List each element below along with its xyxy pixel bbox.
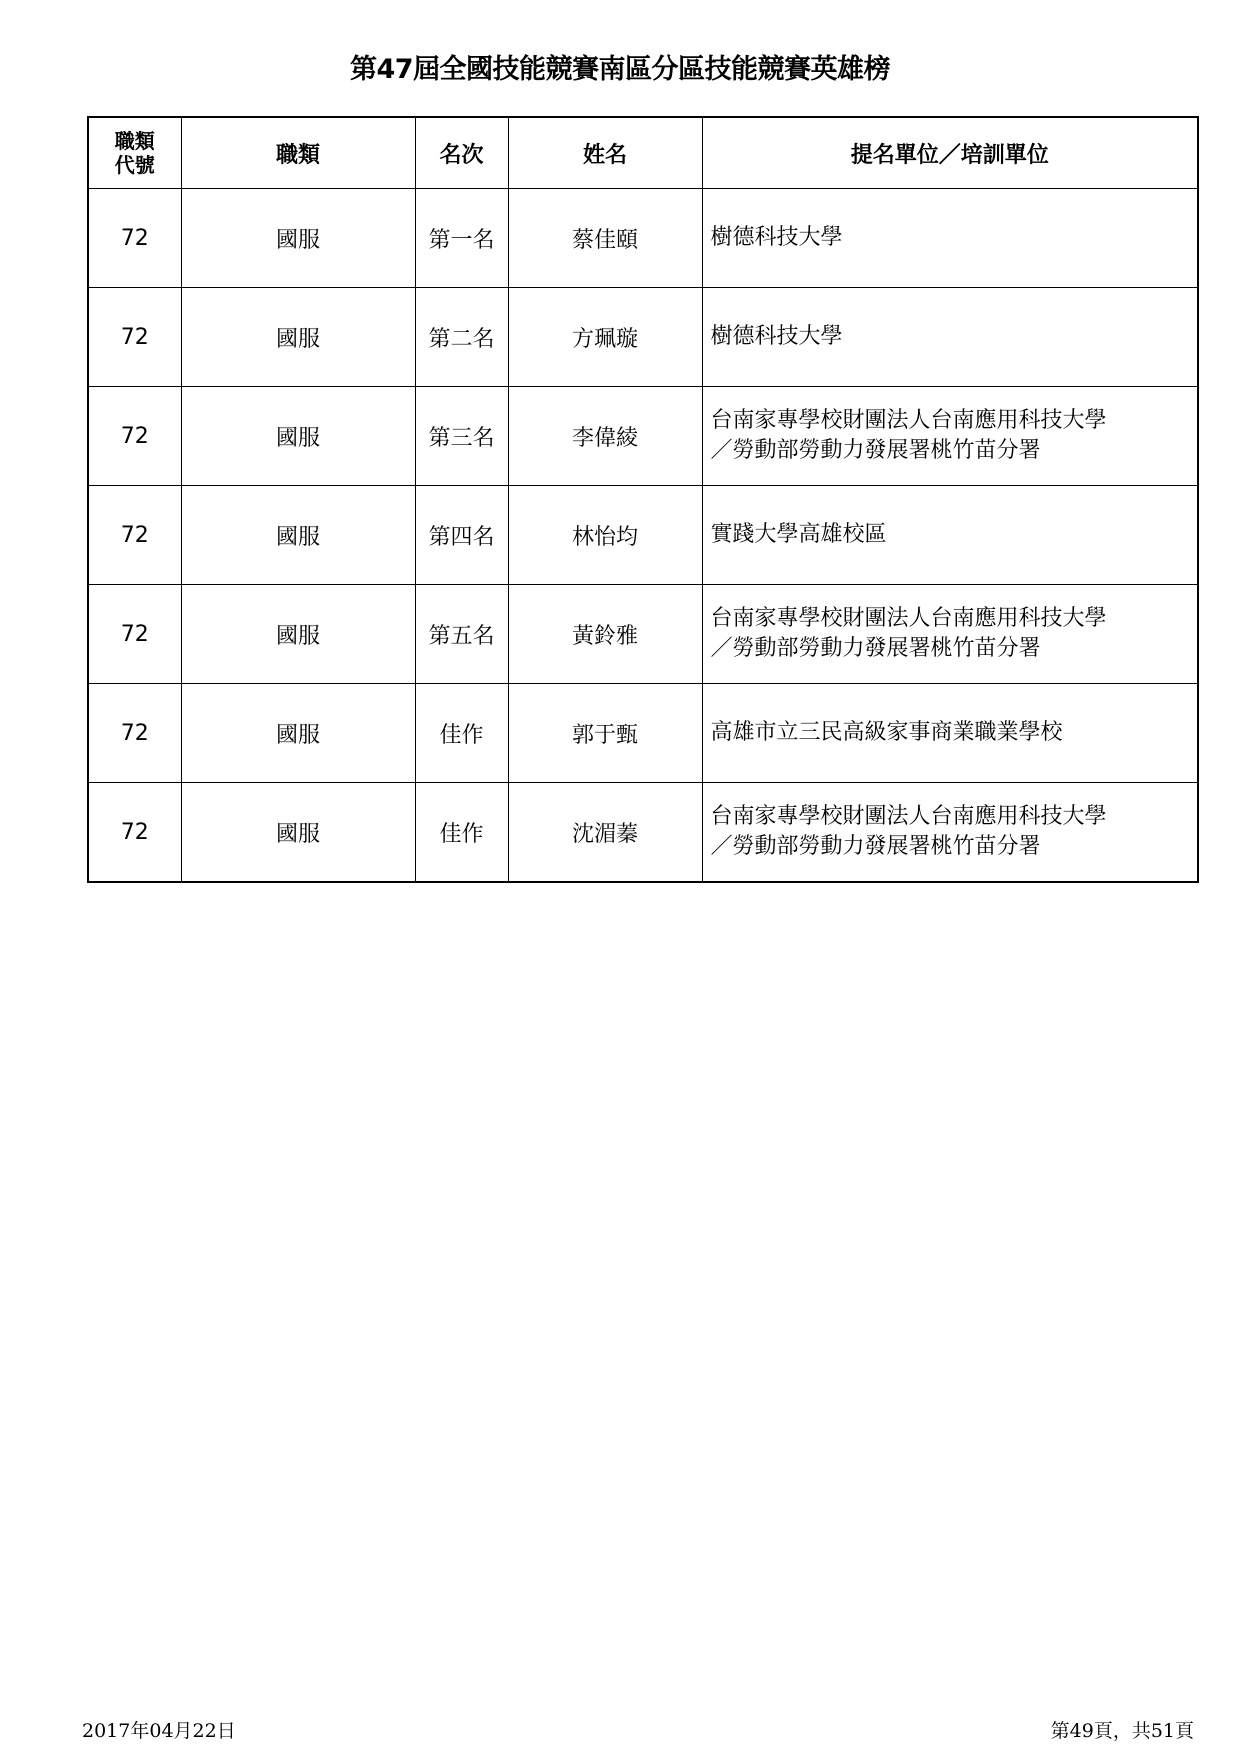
cell-unit: [702, 387, 1198, 486]
cell-unit: [702, 783, 1198, 883]
footer-page-number: 第49頁，共51頁: [1050, 1720, 1194, 1742]
table-row: [88, 486, 1198, 585]
cell-code: 72: [88, 189, 181, 288]
cell-rank: 佳作: [415, 684, 508, 783]
table-row: [88, 387, 1198, 486]
cell-rank: 第一名: [415, 189, 508, 288]
header-name: 姓名: [508, 117, 702, 189]
header-unit: 提名單位／培訓單位: [702, 117, 1198, 189]
table-row: [88, 684, 1198, 783]
unit-line-2: ／勞動部勞動力發展署桃竹苗分署: [710, 834, 1041, 859]
cell-category: 國服: [181, 783, 415, 883]
unit-line-1: 台南家專學校財團法人台南應用科技大學: [710, 408, 1107, 433]
cell-code: 72: [88, 288, 181, 387]
cell-unit: [702, 486, 1198, 585]
cell-unit: [702, 684, 1198, 783]
cell-name: 方珮璇: [508, 288, 702, 387]
unit-line-2: ／勞動部勞動力發展署桃竹苗分署: [710, 636, 1041, 661]
cell-code: 72: [88, 783, 181, 883]
unit-line-1: 台南家專學校財團法人台南應用科技大學: [710, 804, 1107, 829]
cell-code: 72: [88, 486, 181, 585]
unit-line-1: 實踐大學高雄校區: [710, 522, 887, 547]
cell-unit: [702, 189, 1198, 288]
cell-category: 國服: [181, 684, 415, 783]
cell-category: 國服: [181, 585, 415, 684]
unit-line-1: 樹德科技大學: [710, 225, 843, 250]
header-rank: 名次: [415, 117, 508, 189]
table-row: [88, 585, 1198, 684]
results-table: [87, 116, 1199, 883]
cell-category: 國服: [181, 189, 415, 288]
unit-line-1: 台南家專學校財團法人台南應用科技大學: [710, 606, 1107, 631]
unit-line-1: 高雄市立三民高級家事商業職業學校: [710, 720, 1063, 745]
cell-rank: 第二名: [415, 288, 508, 387]
cell-category: 國服: [181, 486, 415, 585]
cell-code: 72: [88, 585, 181, 684]
unit-line-2: ／勞動部勞動力發展署桃竹苗分署: [710, 438, 1041, 463]
table-row: [88, 189, 1198, 288]
header-category: 職類: [181, 117, 415, 189]
header-code-line2: 代號: [114, 153, 155, 177]
unit-line-1: 樹德科技大學: [710, 324, 843, 349]
cell-unit: [702, 288, 1198, 387]
cell-name: 李偉綾: [508, 387, 702, 486]
cell-rank: 第五名: [415, 585, 508, 684]
footer-date: 2017年04月22日: [82, 1720, 236, 1742]
cell-category: 國服: [181, 387, 415, 486]
cell-code: 72: [88, 684, 181, 783]
table-header-row: [88, 117, 1198, 189]
cell-rank: 佳作: [415, 783, 508, 883]
table-row: [88, 783, 1198, 883]
header-code-line1: 職類: [114, 129, 155, 153]
cell-name: 黃鈴雅: [508, 585, 702, 684]
page-title: 第47屆全國技能競賽南區分區技能競賽英雄榜: [349, 54, 891, 85]
cell-name: 郭于甄: [508, 684, 702, 783]
cell-name: 沈湄蓁: [508, 783, 702, 883]
cell-rank: 第三名: [415, 387, 508, 486]
cell-name: 林怡均: [508, 486, 702, 585]
table-row: [88, 288, 1198, 387]
cell-rank: 第四名: [415, 486, 508, 585]
header-category-code: [88, 117, 181, 189]
cell-unit: [702, 585, 1198, 684]
cell-code: 72: [88, 387, 181, 486]
cell-name: 蔡佳頤: [508, 189, 702, 288]
cell-category: 國服: [181, 288, 415, 387]
